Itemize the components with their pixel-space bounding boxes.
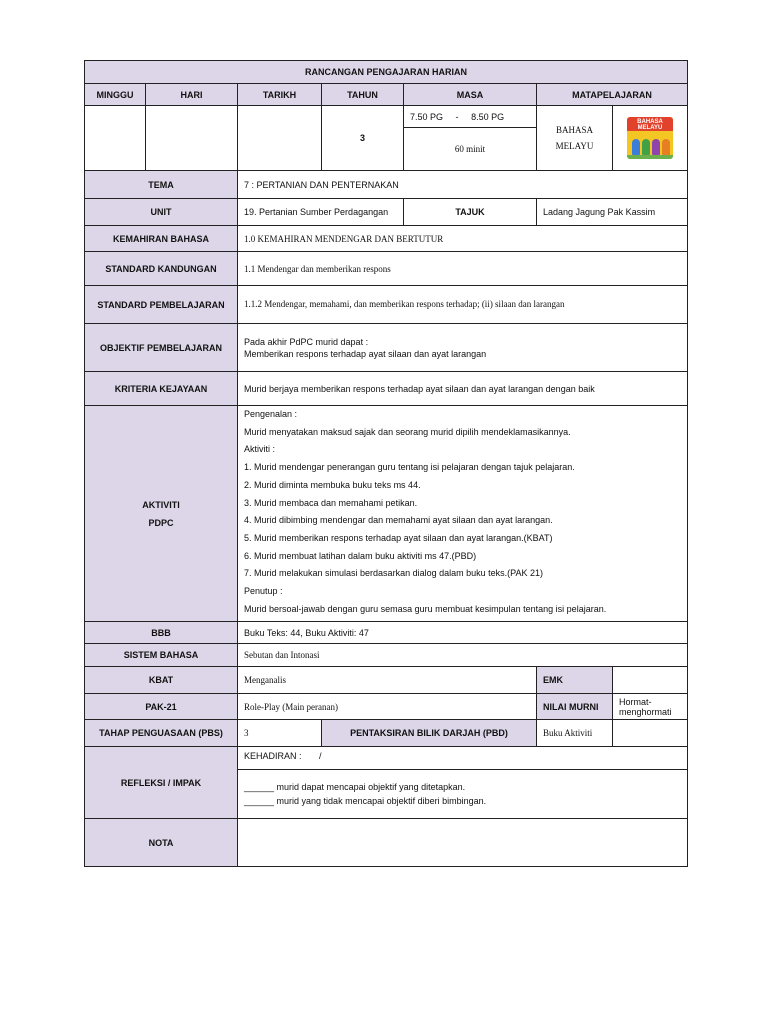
masa-start: 7.50 PG xyxy=(410,111,444,122)
sistem-bahasa-value: Sebutan dan Intonasi xyxy=(238,644,688,667)
standard-kandungan-label: STANDARD KANDUNGAN xyxy=(85,252,238,286)
tahap-value: 3 xyxy=(238,720,322,747)
sistem-bahasa-label: SISTEM BAHASA xyxy=(85,644,238,667)
subject-logo xyxy=(613,106,688,171)
nilai-murni-value: Hormat-menghormati xyxy=(613,694,688,720)
aktiviti-line: 1. Murid mendengar penerangan guru tentang isi pelajaran dengan tajuk pelajaran. xyxy=(244,462,575,473)
nota-label: NOTA xyxy=(85,819,238,867)
aktiviti-label xyxy=(85,406,238,622)
aktiviti-line: 7. Murid melakukan simulasi berdasarkan dialog dalam buku teks.(PAK 21) xyxy=(244,568,543,579)
kriteria-value: Murid berjaya memberikan respons terhadap ayat silaan dan ayat larangan dengan baik xyxy=(238,372,688,406)
standard-pembelajaran-label: STANDARD PEMBELAJARAN xyxy=(85,286,238,324)
kemahiran-value: 1.0 KEMAHIRAN MENDENGAR DAN BERTUTUR xyxy=(238,226,688,252)
aktiviti-line: Pengenalan : xyxy=(244,409,298,419)
bbb-value: Buku Teks: 44, Buku Aktiviti: 47 xyxy=(238,622,688,644)
unit-label: UNIT xyxy=(85,199,238,226)
aktiviti-label-2: PDPC xyxy=(148,517,174,528)
tahun-value: 3 xyxy=(322,106,404,171)
tajuk-value: Ladang Jagung Pak Kassim xyxy=(537,199,688,226)
header-tarikh: TARIKH xyxy=(238,84,322,106)
header-minggu: MINGGU xyxy=(85,84,146,106)
book-cover-icon xyxy=(627,117,673,159)
duration-value: 60 minit xyxy=(404,128,537,171)
tema-value: 7 : PERTANIAN DAN PENTERNAKAN xyxy=(238,171,688,199)
refleksi-content xyxy=(238,770,688,819)
tarikh-value xyxy=(238,106,322,171)
objektif-label: OBJEKTIF PEMBELAJARAN xyxy=(85,324,238,372)
nota-value xyxy=(238,819,688,867)
objektif-line-2: Memberikan respons terhadap ayat silaan dan ayat larangan xyxy=(244,348,487,359)
aktiviti-line: 2. Murid diminta membuka buku teks ms 44. xyxy=(244,479,421,490)
aktiviti-line: 4. Murid dibimbing mendengar dan memahami ayat silaan dan ayat larangan. xyxy=(244,515,553,526)
tema-label: TEMA xyxy=(85,171,238,199)
tahap-label: TAHAP PENGUASAAN (PBS) xyxy=(85,720,238,747)
refleksi-label: REFLEKSI / IMPAK xyxy=(85,747,238,819)
kehadiran-row xyxy=(238,747,688,770)
nilai-murni-label: NILAI MURNI xyxy=(537,694,613,720)
emk-value xyxy=(613,667,688,694)
pak21-label: PAK-21 xyxy=(85,694,238,720)
kemahiran-label: KEMAHIRAN BAHASA xyxy=(85,226,238,252)
masa-time xyxy=(404,106,537,128)
pbd-label: PENTAKSIRAN BILIK DARJAH (PBD) xyxy=(322,720,537,747)
refleksi-line-2: ______ murid yang tidak mencapai objektif diberi bimbingan. xyxy=(244,796,487,806)
aktiviti-line: Aktiviti : xyxy=(244,444,276,455)
refleksi-line-1: ______ murid dapat mencapai objektif yang ditetapkan. xyxy=(244,782,466,792)
objektif-value xyxy=(238,324,688,372)
pbd-value: Buku Aktiviti xyxy=(537,720,613,747)
kehadiran-slash: / xyxy=(319,751,322,761)
subject-name: BAHASA MELAYU xyxy=(537,106,613,171)
aktiviti-line: Murid menyatakan maksud sajak dan seorang murid dipilih mendeklamasikannya. xyxy=(244,426,571,437)
standard-kandungan-value: 1.1 Mendengar dan memberikan respons xyxy=(238,252,688,286)
aktiviti-line: Murid bersoal-jawab dengan guru semasa guru membuat kesimpulan tentang isi pelajaran. xyxy=(244,603,607,614)
header-tahun: TAHUN xyxy=(322,84,404,106)
logo-text: BAHASA MELAYU xyxy=(637,119,663,131)
aktiviti-content xyxy=(238,406,688,622)
aktiviti-line: Penutup : xyxy=(244,586,283,597)
tajuk-label: TAJUK xyxy=(404,199,537,226)
minggu-value xyxy=(85,106,146,171)
pak21-value: Role-Play (Main peranan) xyxy=(238,694,537,720)
objektif-line-1: Pada akhir PdPC murid dapat : xyxy=(244,336,369,347)
masa-end: 8.50 PG xyxy=(471,111,505,122)
aktiviti-line: 6. Murid membuat latihan dalam buku aktiviti ms 47.(PBD) xyxy=(244,550,477,561)
standard-pembelajaran-value: 1.1.2 Mendengar, memahami, dan memberikan respons terhadap; (ii) silaan dan larangan xyxy=(238,286,688,324)
pbd-extra xyxy=(613,720,688,747)
hari-value xyxy=(146,106,238,171)
aktiviti-line: 3. Murid membaca dan memahami petikan. xyxy=(244,497,418,508)
masa-dash: - xyxy=(455,111,459,122)
lesson-plan-table xyxy=(84,60,688,867)
kehadiran-label: KEHADIRAN : xyxy=(244,751,302,761)
emk-label: EMK xyxy=(537,667,613,694)
kbat-label: KBAT xyxy=(85,667,238,694)
header-hari: HARI xyxy=(146,84,238,106)
kbat-value: Menganalis xyxy=(238,667,537,694)
header-matapelajaran: MATAPELAJARAN xyxy=(537,84,688,106)
header-masa: MASA xyxy=(404,84,537,106)
unit-value: 19. Pertanian Sumber Perdagangan xyxy=(238,199,404,226)
kriteria-label: KRITERIA KEJAYAAN xyxy=(85,372,238,406)
aktiviti-label-1: AKTIVITI xyxy=(142,499,180,510)
aktiviti-line: 5. Murid memberikan respons terhadap ayat silaan dan ayat larangan.(KBAT) xyxy=(244,532,553,543)
table-title: RANCANGAN PENGAJARAN HARIAN xyxy=(85,61,688,84)
bbb-label: BBB xyxy=(85,622,238,644)
